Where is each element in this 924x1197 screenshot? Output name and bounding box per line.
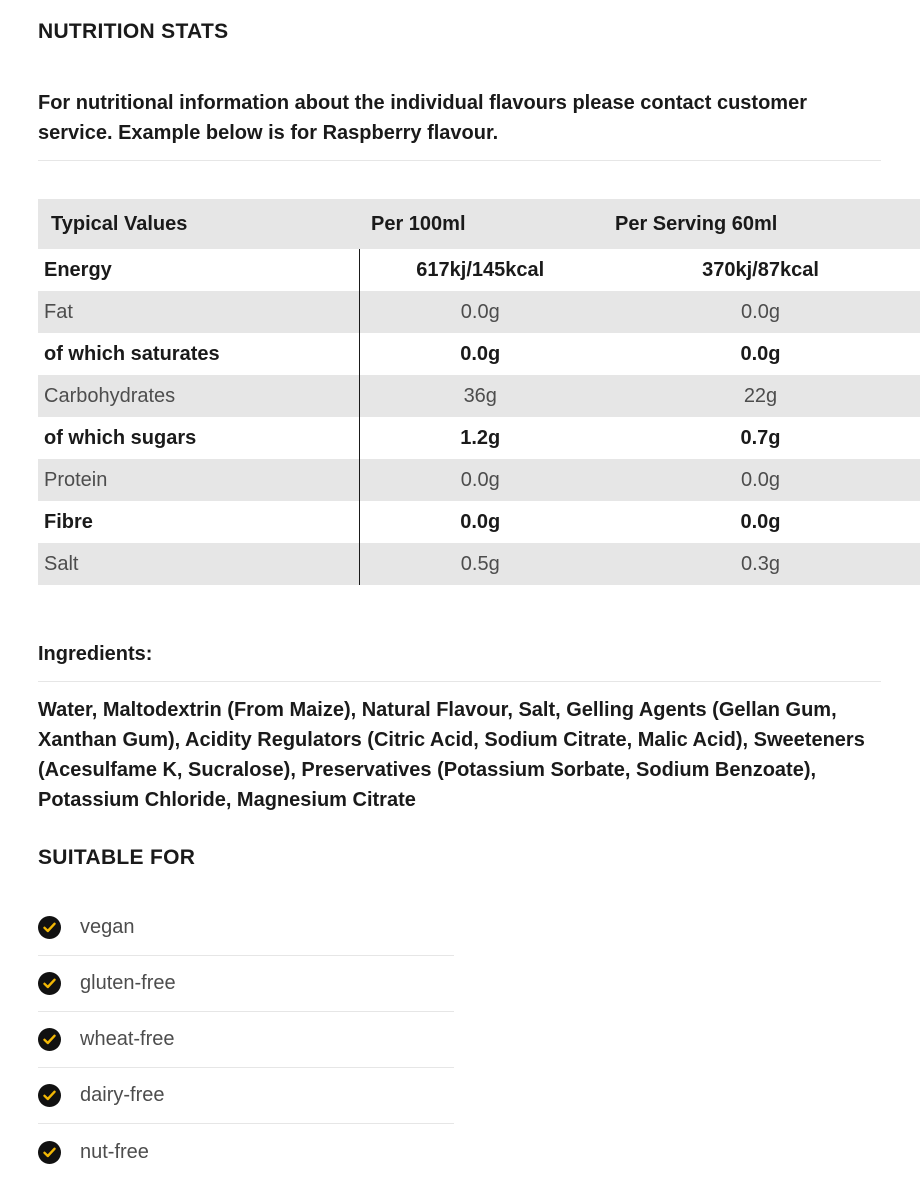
row-label: of which saturates [38,333,359,375]
table-header-row [38,199,920,249]
value-per-serving: 0.7g [740,426,781,449]
column-header-per-serving: Per Serving 60ml [601,199,920,249]
divider [38,160,881,161]
table-row-salt [38,543,920,585]
check-circle-icon [38,1028,61,1051]
row-label: Energy [38,249,359,291]
check-circle-icon [38,1084,61,1107]
suitable-label: dairy-free [80,1084,165,1106]
suitable-label: nut-free [80,1140,149,1163]
check-circle-icon [38,1141,61,1164]
value-per-serving: 0.0g [740,342,781,365]
list-item [38,1012,454,1068]
row-label: Fibre [38,501,359,543]
value-per-100ml: 0.5g [359,543,601,585]
column-header-per-100ml: Per 100ml [359,199,601,249]
list-item [38,1068,454,1124]
row-label: Salt [38,543,359,585]
ingredients-heading: Ingredients: [38,643,153,665]
check-circle-icon [38,972,61,995]
row-label: of which sugars [38,417,359,459]
row-label: Carbohydrates [38,375,359,417]
list-item [38,1124,454,1180]
value-per-100ml: 1.2g [460,426,501,449]
table-row-protein [38,459,920,501]
list-item [38,900,454,956]
list-item [38,956,454,1012]
suitable-label: wheat-free [80,1028,175,1050]
table-row-saturates [38,333,920,375]
check-circle-icon [38,916,61,939]
table-row-sugars [38,417,920,459]
row-label: Fat [38,291,359,333]
table-row-fat [38,291,920,333]
value-per-serving: 0.0g [601,291,920,333]
value-per-serving: 0.0g [601,459,920,501]
nutrition-intro-text: For nutritional information about the individual flavours please contact customer service. Example below is for Raspberry flavour. [38,92,807,144]
value-per-100ml: 0.0g [460,510,501,533]
suitable-for-heading: SUITABLE FOR [38,846,196,869]
value-per-100ml: 0.0g [359,291,601,333]
value-per-100ml: 0.0g [359,459,601,501]
divider [38,681,881,682]
nutrition-table [38,199,921,585]
value-per-serving: 22g [601,375,920,417]
table-row-carbohydrates [38,375,920,417]
value-per-100ml: 0.0g [460,342,501,365]
suitable-label: vegan [80,916,135,938]
row-label: Protein [38,459,359,501]
nutrition-stats-heading: NUTRITION STATS [38,20,229,43]
value-per-serving: 370kj/87kcal [702,258,819,281]
table-row-energy [38,249,920,291]
value-per-100ml: 617kj/145kcal [416,258,545,281]
suitable-for-list [38,900,454,1180]
table-row-fibre [38,501,920,543]
suitable-label: gluten-free [80,972,176,994]
ingredients-text: Water, Maltodextrin (From Maize), Natural Flavour, Salt, Gelling Agents (Gellan Gum, Xanthan Gum), Acidity Regulators (Citric Acid, Sodium Citrate, Malic Acid), Sweeteners (Acesulfame K, Sucralose), Preservatives (Potassium Sorbate, Sodium Benzoate), Potassium Chloride, Magnesium Citrate [38,699,865,811]
column-header-typical-values: Typical Values [38,199,359,249]
value-per-100ml: 36g [359,375,601,417]
value-per-serving: 0.0g [740,510,781,533]
value-per-serving: 0.3g [601,543,920,585]
